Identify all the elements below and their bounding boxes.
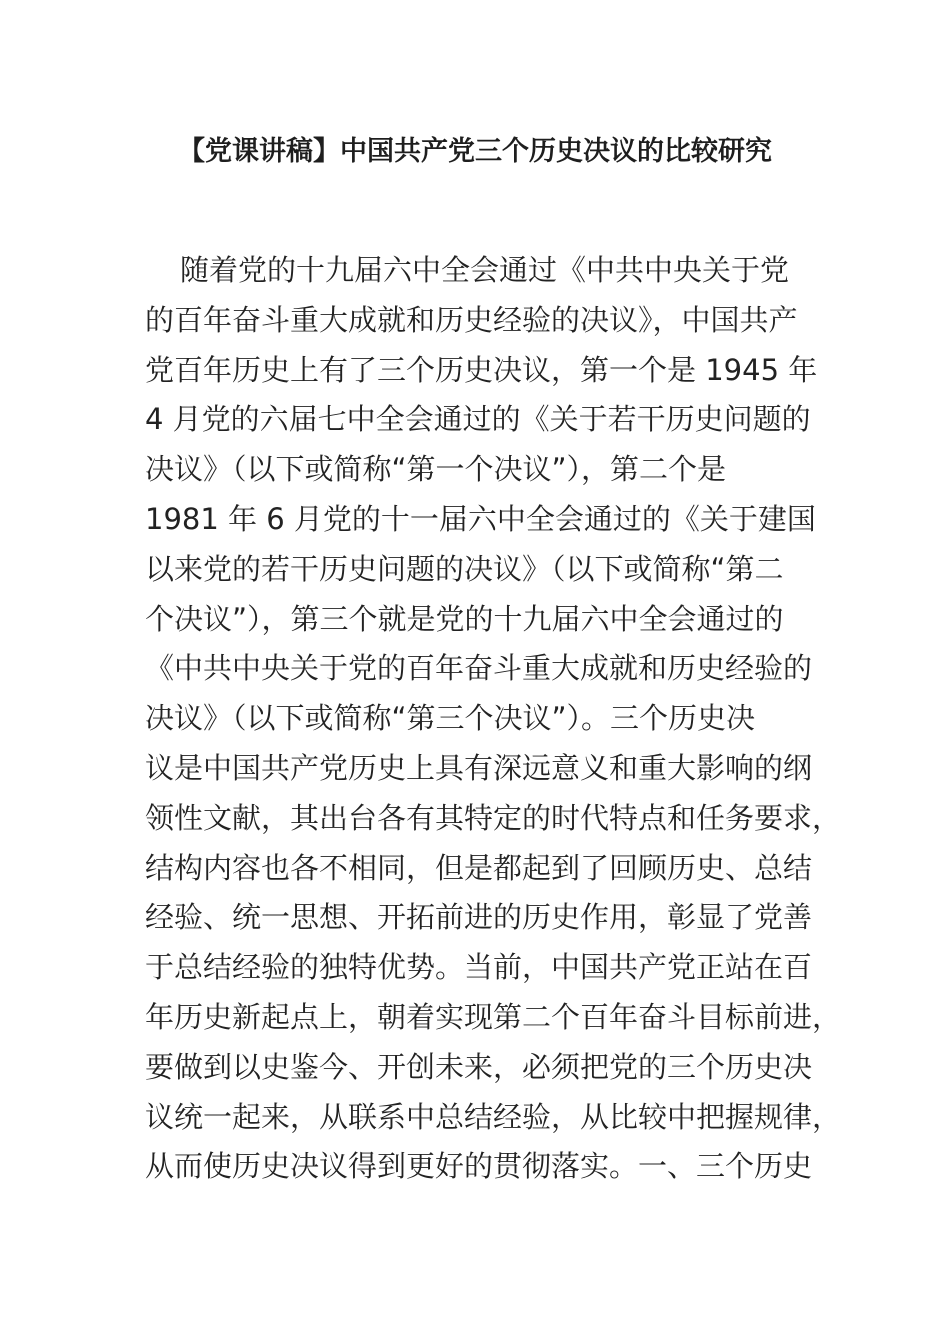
body-line: 以来党的若干历史问题的决议》（以下或简称“第二 [145, 551, 784, 586]
body-line: 个决议”），第三个就是党的十九届六中全会通过的 [145, 601, 784, 636]
body-line: 1981 年 6 月党的十一届六中全会通过的《关于建国 [145, 501, 816, 536]
body-line: 要做到以史鉴今、开创未来，必须把党的三个历史决 [145, 1049, 813, 1084]
document-body [145, 246, 842, 1192]
body-line: 议统一起来，从联系中总结经验，从比较中把握规律， [145, 1099, 842, 1134]
body-line: 的百年奋斗重大成就和历史经验的决议》，中国共产 [145, 302, 798, 337]
body-line: 随着党的十九届六中全会通过《中共中央关于党 [180, 253, 790, 287]
body-line: 决议》（以下或简称“第三个决议”）。三个历史决 [145, 701, 756, 736]
body-line: 《中共中央关于党的百年奋斗重大成就和历史经验的 [145, 651, 813, 686]
body-line: 年历史新起点上，朝着实现第二个百年奋斗目标前进， [145, 999, 842, 1034]
body-line: 于总结经验的独特优势。当前，中国共产党正站在百 [145, 950, 813, 985]
body-line: 议是中国共产党历史上具有深远意义和重大影响的纲 [145, 750, 813, 785]
body-line: 4 月党的六届七中全会通过的《关于若干历史问题的 [145, 402, 811, 437]
body-line: 从而使历史决议得到更好的贯彻落实。一、三个历史 [145, 1149, 813, 1184]
body-line: 经验、统一思想、开拓前进的历史作用，彰显了党善 [145, 900, 813, 935]
body-line: 决议》（以下或简称“第一个决议”），第二个是 [145, 452, 727, 487]
body-line: 领性文献，其出台各有其特定的时代特点和任务要求， [145, 800, 842, 835]
body-line: 党百年历史上有了三个历史决议，第一个是 1945 年 [145, 352, 818, 387]
body-line: 结构内容也各不相同，但是都起到了回顾历史、总结 [145, 850, 813, 885]
document-title: 【党课讲稿】中国共产党三个历史决议的比较研究 [178, 136, 772, 167]
